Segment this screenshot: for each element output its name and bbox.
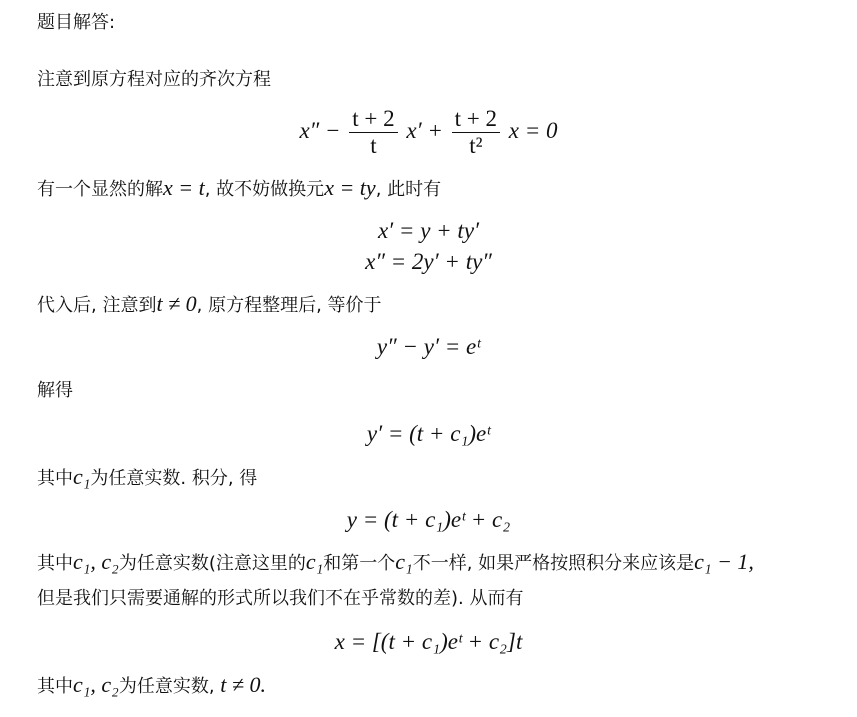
para6-text-b: 为任意实数(注意这里的 [118,553,306,574]
para6-math-b: c₁ [305,549,324,574]
eq3-text: x″ = 2y′ + ty″ [365,249,492,274]
equation-y-prime [0,420,857,448]
paragraph-integrate [37,465,257,491]
eq5-text: y′ = (t + c₁)eᵗ [366,421,491,446]
paragraph-note-line2: 但是我们只需要通解的形式所以我们不在乎常数的差). 从而有 [37,588,524,609]
para6-text-c: 和第一个 [323,553,396,574]
eq7-text: x = [(t + c₁)eᵗ + c₂]t [334,629,523,654]
para3-math-a: t ≠ 0 [156,291,197,316]
para7-math-a: c₁, c₂ [73,672,119,697]
equation-second-derivative [0,248,857,276]
eq1-rhs: x = 0 [508,117,558,143]
heading: 题目解答: [37,12,116,33]
para7-text-b: 为任意实数, [118,676,221,697]
eq6-text: y = (t + c₁)eᵗ + c₂ [346,507,511,532]
equation-reduced [0,333,857,361]
paragraph-conclusion [37,673,266,699]
para2-math-b: x = ty [324,175,376,200]
fraction-1-denominator: t [370,133,377,158]
para6-text-a: 其中 [37,553,73,574]
fraction-1-numerator: t + 2 [349,106,397,133]
equation-first-derivative [0,217,857,245]
para6-math-d: c₁ − 1, [694,549,754,574]
para5-text-b: 为任意实数. 积分, 得 [90,468,258,489]
para3-text-b: , 原方程整理后, 等价于 [196,295,382,316]
fraction-2-numerator: t + 2 [452,106,500,133]
equation-y [0,506,857,534]
paragraph-note-line1 [37,550,754,576]
paragraph-substituted [37,292,382,318]
paragraph-homogeneous: 注意到原方程对应的齐次方程 [37,69,271,90]
equation-x-general [0,628,857,656]
para5-math-a: c₁ [73,464,91,489]
para7-text-a: 其中 [37,676,73,697]
para5-text-a: 其中 [37,468,73,489]
eq1-lhs: x″ − [299,117,341,143]
fraction-2-denominator: t² [469,133,483,158]
equation-homogeneous [0,106,857,159]
eq1-middle: x′ + [406,117,443,143]
para2-text-c: , 此时有 [375,179,442,200]
para6-math-a: c₁, c₂ [73,549,119,574]
fraction-2 [452,106,500,159]
eq2-text: x′ = y + ty′ [377,218,480,243]
para3-text-a: 代入后, 注意到 [37,295,157,316]
fraction-1 [349,106,397,159]
eq4-text: y″ − y′ = eᵗ [376,334,481,359]
para6-text-d: 不一样, 如果严格按照积分来应该是 [412,553,695,574]
paragraph-solve: 解得 [37,380,73,401]
para6-math-c: c₁ [395,549,413,574]
para2-text-a: 有一个显然的解 [37,179,163,200]
para2-text-b: , 故不妨做换元 [204,179,325,200]
paragraph-substitution [37,176,441,202]
para2-math-a: x = t [163,175,205,200]
para7-math-b: t ≠ 0. [220,672,266,697]
